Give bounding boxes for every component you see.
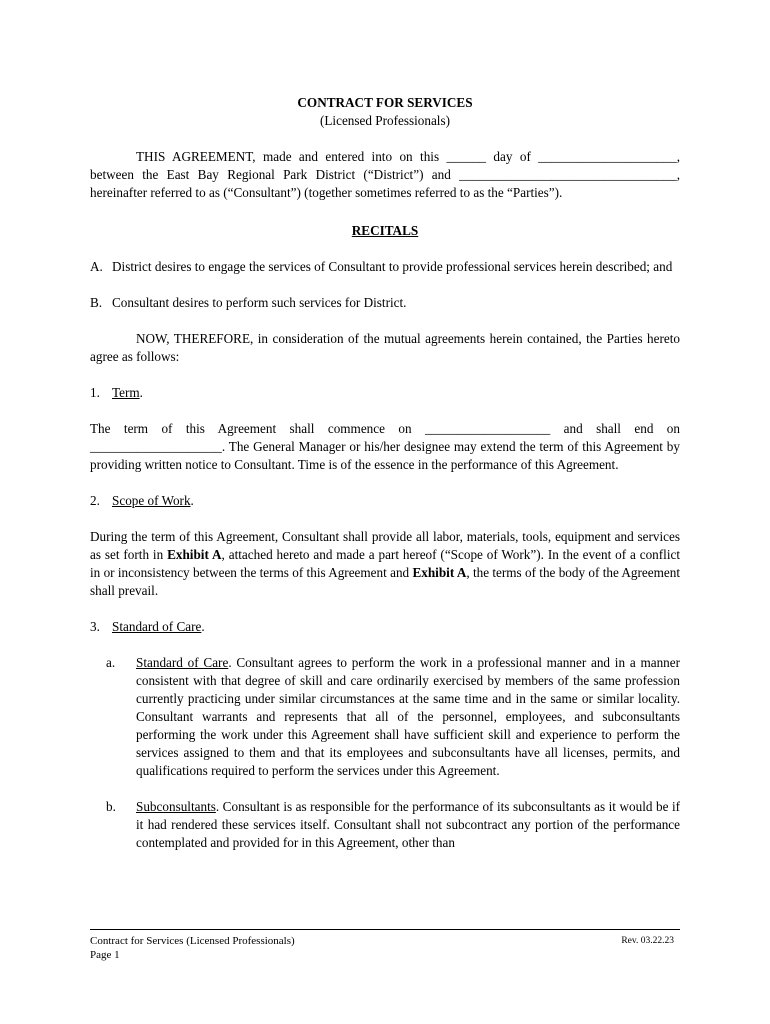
recital-label: A. — [90, 259, 103, 274]
document-body — [90, 94, 680, 852]
section-1-heading: 1. Term. — [90, 385, 143, 400]
document-subtitle: (Licensed Professionals) — [319, 113, 450, 128]
recital-b — [90, 294, 680, 312]
section-number: 3. — [90, 619, 100, 634]
exhibit-reference: Exhibit A — [412, 565, 467, 580]
recital-label: B. — [90, 295, 103, 310]
subsection-text: Standard of Care. Consultant agrees to perform the work in a professional manner and in a manner consistent with that degree of skill and care ordinarily exercised by members of the same profession currently practicing under similar circumstances at the same time and in the same or similar locality. Consultant warrants and represents that all of the personnel, employees, and subconsultants performing the work under this Agreement shall have sufficient skill and experience to perform the services assigned to them and that its employees and subconsultants have all licenses, permits, and qualifications required to perform the services under this Agreement. — [136, 655, 680, 778]
subsection-title: Standard of Care — [136, 655, 229, 670]
subsection-3a — [106, 654, 680, 780]
section-2-body: During the term of this Agreement, Consultant shall provide all labor, materials, tools, equipment and services as set forth in Exhibit A, attached hereto and made a part hereof (“Scope of Work”). In the event of a conflict in or inconsistency between the terms of this Agreement and Exhibit A, the terms of the body of the Agreement shall prevail. — [90, 529, 681, 598]
subsection-label: a. — [106, 655, 116, 670]
subsection-text: Subconsultants. Consultant is as responsible for the performance of its subconsultants as it would be if it had rendered these services itself. Consultant shall not subcontract any portion of the performance contemplated and provided for in this Agreement, other than — [136, 799, 680, 850]
recital-a — [90, 258, 680, 276]
intro-paragraph: THIS AGREEMENT, made and entered into on this ______ day of _____________________, between the East Bay Regional Park District (“District”) and _________________________________, hereinafter referred to as (“Consultant”) (together sometimes referred to as the “Parties”). — [90, 149, 680, 200]
section-title: Term — [112, 385, 140, 400]
subsection-3b — [106, 798, 680, 852]
recital-text: District desires to engage the services of Consultant to provide professional services herein described; and — [112, 259, 673, 274]
subsection-title: Subconsultants — [136, 799, 216, 814]
footer-document-name: Contract for Services (Licensed Professionals) — [90, 935, 295, 947]
footer-page-number: Page 1 — [90, 949, 120, 961]
exhibit-reference: Exhibit A — [167, 547, 222, 562]
section-title: Scope of Work — [112, 493, 191, 508]
section-3-heading: 3. Standard of Care. — [90, 619, 205, 634]
footer-revision: Rev. 03.22.23 — [621, 936, 674, 946]
section-1-body: The term of this Agreement shall commence on ___________________ and shall end on ____________________. The General Manager or his/her designee may extend the term of this Agreement by providing written notice to Consultant. Time is of the essence in the performance of this Agreement. — [90, 421, 680, 472]
section-number: 1. — [90, 385, 100, 400]
section-number: 2. — [90, 493, 100, 508]
recital-text: Consultant desires to perform such services for District. — [112, 295, 407, 310]
section-2-heading: 2. Scope of Work. — [90, 493, 194, 508]
now-therefore-paragraph: NOW, THEREFORE, in consideration of the mutual agreements herein contained, the Parties hereto agree as follows: — [90, 331, 680, 364]
section-title: Standard of Care — [112, 619, 202, 634]
recitals-heading: RECITALS — [351, 223, 419, 238]
page-footer — [90, 929, 680, 962]
document-title: CONTRACT FOR SERVICES — [297, 95, 473, 110]
subsection-label: b. — [106, 799, 116, 814]
